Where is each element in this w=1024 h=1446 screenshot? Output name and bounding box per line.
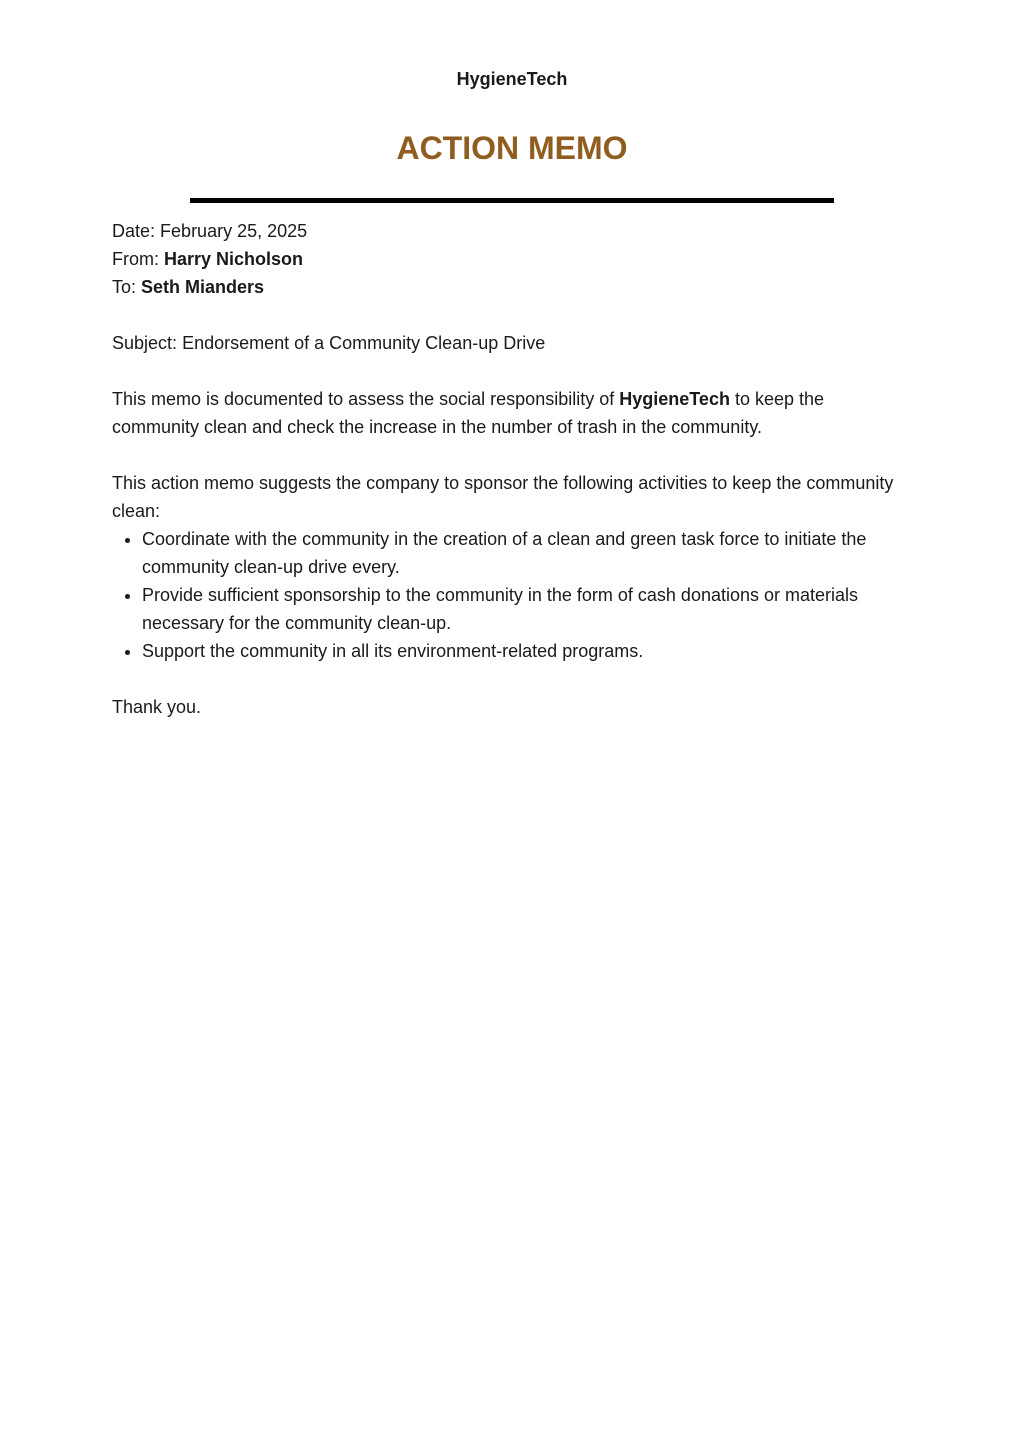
subject-label: Subject: xyxy=(112,333,178,353)
memo-body xyxy=(112,217,912,721)
from-line xyxy=(112,245,912,273)
date-line xyxy=(112,217,912,245)
date-label: Date: xyxy=(112,221,156,241)
list-item: • Provide sufficient sponsorship to the community in the form of cash donations or materials necessary for the community clean-up. xyxy=(142,581,912,637)
spacer xyxy=(112,665,912,693)
intro-text-before: This memo is documented to assess the social responsibility of xyxy=(112,389,615,409)
spacer xyxy=(112,301,912,329)
to-label: To: xyxy=(112,277,137,297)
subject-line xyxy=(112,329,912,357)
intro-paragraph xyxy=(112,385,912,441)
memo-title: ACTION MEMO xyxy=(396,130,628,166)
to-value: Seth Mianders xyxy=(141,277,265,297)
intro-company: HygieneTech xyxy=(619,389,730,409)
suggestion-paragraph: This action memo suggests the company to sponsor the following activities to keep the community clean: xyxy=(112,473,894,521)
activities-list xyxy=(112,525,912,665)
list-item: • Coordinate with the community in the creation of a clean and green task force to initiate the community clean-up drive every. xyxy=(142,525,912,581)
date-value: February 25, 2025 xyxy=(160,221,308,241)
to-line xyxy=(112,273,912,301)
header-divider xyxy=(190,198,834,203)
from-value: Harry Nicholson xyxy=(164,249,304,269)
spacer xyxy=(112,441,912,469)
spacer xyxy=(112,357,912,385)
intro-text-after: to keep the community clean and check the increase in the number of trash in the community. xyxy=(112,389,825,437)
list-item: • Support the community in all its environment-related programs. xyxy=(142,637,912,665)
closing-line: Thank you. xyxy=(112,697,202,717)
from-label: From: xyxy=(112,249,159,269)
subject-value: Endorsement of a Community Clean-up Drive xyxy=(182,333,546,353)
company-name: HygieneTech xyxy=(456,69,568,89)
